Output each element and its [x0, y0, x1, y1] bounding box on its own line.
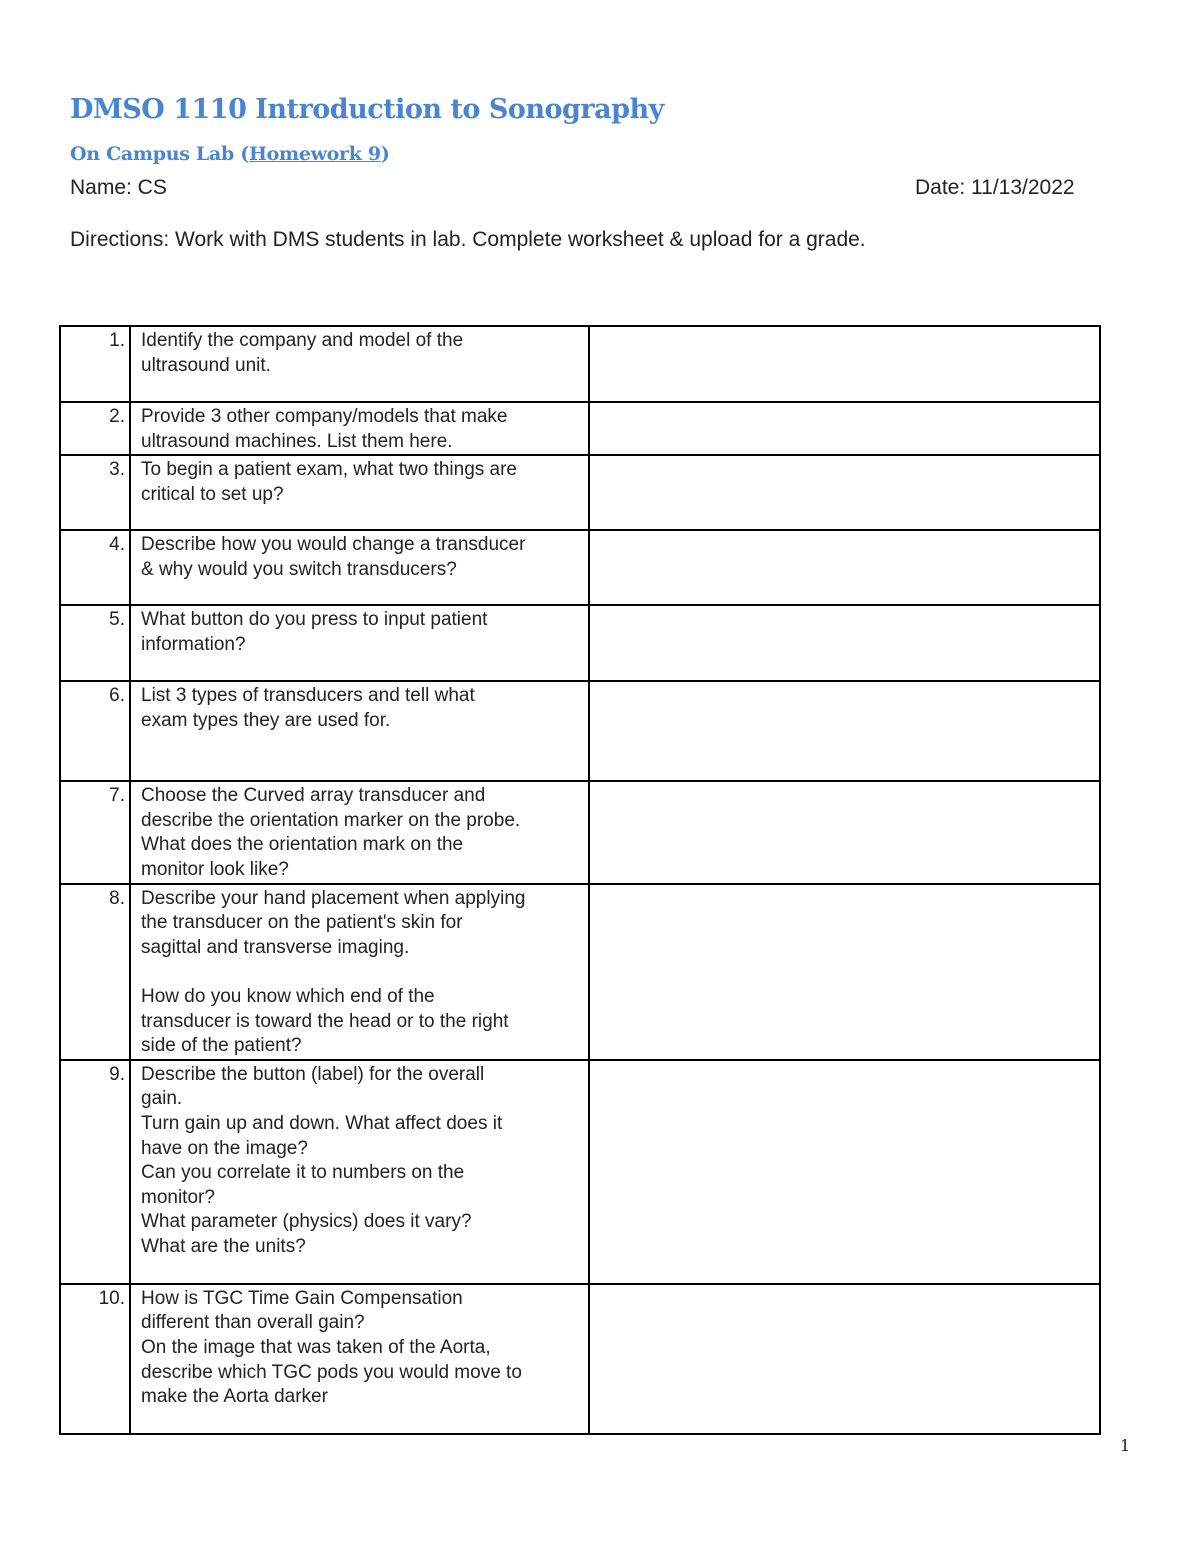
- answer-cell[interactable]: [589, 530, 1100, 605]
- directions-text: Directions: Work with DMS students in lab. Complete worksheet & upload for a grade.: [70, 228, 866, 251]
- answer-cell[interactable]: [589, 605, 1100, 681]
- question-text: [130, 681, 589, 781]
- question-line: gain.: [141, 1088, 183, 1110]
- question-line: [141, 960, 580, 985]
- question-line: Choose the Curved array transducer and: [141, 785, 486, 807]
- question-text: [130, 605, 589, 681]
- question-number: 7.: [60, 781, 130, 883]
- page-number: 1: [1120, 1436, 1131, 1455]
- answer-cell[interactable]: [589, 1060, 1100, 1284]
- question-line: monitor look like?: [141, 858, 289, 880]
- question-line: Provide 3 other company/models that make: [141, 406, 508, 427]
- answer-cell[interactable]: [589, 455, 1100, 530]
- question-text: [130, 402, 589, 455]
- table-row: [60, 681, 1100, 781]
- question-number: 1.: [60, 326, 130, 402]
- question-line: What does the orientation mark on the: [141, 834, 464, 856]
- question-text: [130, 530, 589, 605]
- question-line: ultrasound unit.: [141, 354, 271, 376]
- table-row: [60, 781, 1100, 883]
- question-text: [130, 884, 589, 1060]
- question-number: 5.: [60, 605, 130, 681]
- question-line: side of the patient?: [141, 1035, 302, 1057]
- question-line: ultrasound machines. List them here.: [141, 430, 453, 452]
- table-row: [60, 326, 1100, 402]
- question-number: 10.: [60, 1284, 130, 1434]
- question-number: 3.: [60, 455, 130, 530]
- question-line: monitor?: [141, 1186, 215, 1208]
- table-row: [60, 402, 1100, 455]
- question-line: List 3 types of transducers and tell what: [141, 685, 475, 707]
- answer-cell[interactable]: [589, 326, 1100, 402]
- question-line: critical to set up?: [141, 483, 284, 505]
- document-subtitle: [70, 143, 390, 165]
- table-row: [60, 1060, 1100, 1284]
- question-line: Can you correlate it to numbers on the: [141, 1162, 465, 1184]
- question-line: transducer is toward the head or to the right: [141, 1010, 509, 1032]
- answer-cell[interactable]: [589, 781, 1100, 883]
- question-line: & why would you switch transducers?: [141, 558, 457, 580]
- worksheet-table: [59, 325, 1101, 1435]
- document-title: DMSO 1110 Introduction to Sonography: [70, 94, 664, 125]
- question-text: [130, 326, 589, 402]
- table-row: [60, 1284, 1100, 1434]
- answer-cell[interactable]: [589, 681, 1100, 781]
- submission-date: Date: 11/13/2022: [915, 176, 1075, 199]
- question-text: [130, 1060, 589, 1284]
- question-line: To begin a patient exam, what two things are: [141, 459, 518, 481]
- question-line: have on the image?: [141, 1137, 308, 1159]
- question-line: exam types they are used for.: [141, 709, 391, 731]
- question-text: [130, 455, 589, 530]
- table-row: [60, 605, 1100, 681]
- answer-cell[interactable]: [589, 884, 1100, 1060]
- answer-cell[interactable]: [589, 1284, 1100, 1434]
- question-line: How do you know which end of the: [141, 985, 435, 1007]
- question-line: Turn gain up and down. What affect does it: [141, 1112, 503, 1134]
- question-line: What parameter (physics) does it vary?: [141, 1211, 472, 1233]
- table-row: [60, 884, 1100, 1060]
- question-number: 4.: [60, 530, 130, 605]
- question-line: How is TGC Time Gain Compensation: [141, 1287, 463, 1309]
- question-number: 6.: [60, 681, 130, 781]
- question-number: 8.: [60, 884, 130, 1060]
- subtitle-suffix: ): [380, 143, 390, 165]
- question-line: What are the units?: [141, 1235, 306, 1257]
- question-line: Describe how you would change a transducer: [141, 534, 526, 556]
- question-line: make the Aorta darker: [141, 1386, 328, 1408]
- question-line: Describe your hand placement when applying: [141, 887, 526, 909]
- question-line: information?: [141, 633, 246, 655]
- question-line: Describe the button (label) for the overall: [141, 1063, 485, 1085]
- subtitle-prefix: On Campus Lab (: [70, 143, 249, 165]
- question-line: describe the orientation marker on the probe.: [141, 809, 521, 831]
- question-line: sagittal and transverse imaging.: [141, 936, 410, 958]
- table-row: [60, 530, 1100, 605]
- question-line: different than overall gain?: [141, 1312, 365, 1334]
- student-name: Name: CS: [70, 176, 167, 199]
- question-line: Identify the company and model of the: [141, 330, 464, 351]
- answer-cell[interactable]: [589, 402, 1100, 455]
- question-text: [130, 781, 589, 883]
- question-line: What button do you press to input patient: [141, 609, 488, 631]
- question-line: describe which TGC pods you would move to: [141, 1361, 522, 1383]
- homework-link[interactable]: Homework 9: [249, 143, 381, 165]
- question-line: the transducer on the patient's skin for: [141, 912, 463, 934]
- question-line: On the image that was taken of the Aorta,: [141, 1336, 491, 1358]
- question-number: 9.: [60, 1060, 130, 1284]
- question-text: [130, 1284, 589, 1434]
- question-number: 2.: [60, 402, 130, 455]
- table-row: [60, 455, 1100, 530]
